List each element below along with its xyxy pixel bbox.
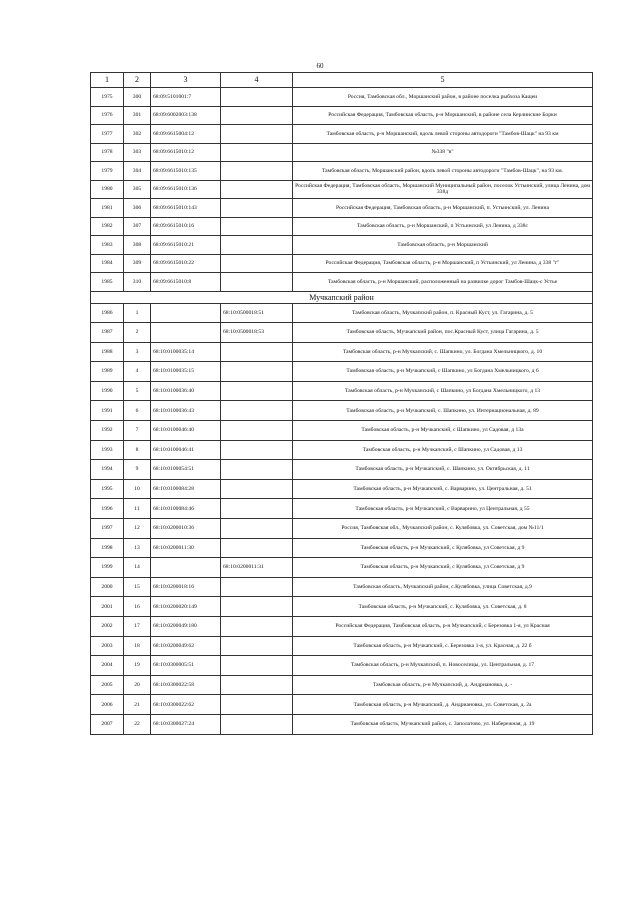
table-row: [91, 88, 593, 107]
local-number-cell: 310: [124, 273, 151, 292]
address-cell: Тамбовская область, р-н Мучкапский, п. Новоселицы, ул. Центральная, д. 17: [293, 656, 593, 676]
local-number-cell: 18: [124, 636, 151, 656]
cadastral-number-alt-cell: 68:10:0500018:53: [221, 323, 293, 343]
cadastral-number-alt-cell: [221, 162, 293, 181]
row-number-cell: 1991: [91, 401, 124, 421]
cadastral-number-alt-cell: 68:10:0200011:31: [221, 558, 293, 578]
local-number-cell: 303: [124, 143, 151, 162]
local-number-cell: 302: [124, 125, 151, 144]
table-row: [91, 273, 593, 292]
address-cell: Тамбовская область, Мучкапский район, с.Кулябовка, улица Советская, д.9: [293, 577, 593, 597]
local-number-cell: 306: [124, 199, 151, 218]
local-number-cell: 304: [124, 162, 151, 181]
row-number-cell: 1996: [91, 499, 124, 519]
address-cell: Российская Федерация, Тамбовская область, р-н Мучкапский, с Березовка 1-я, ул Красная: [293, 617, 593, 637]
cadastral-number-alt-cell: [221, 479, 293, 499]
local-number-cell: 309: [124, 254, 151, 273]
address-cell: Тамбовская область, р-н Мучкапский, с Варварино, ул Центральная, д 55: [293, 499, 593, 519]
cadastral-number-alt-cell: [221, 254, 293, 273]
cadastral-number-alt-cell: [221, 656, 293, 676]
header-cell-1: 1: [91, 73, 124, 88]
cadastral-number-cell: 68:10:0200018:16: [151, 577, 221, 597]
cadastral-number-cell: [151, 323, 221, 343]
local-number-cell: 307: [124, 217, 151, 236]
cadastral-number-cell: 68:10:0300005:51: [151, 656, 221, 676]
row-number-cell: 1985: [91, 273, 124, 292]
address-cell: Тамбовская область, р-н Моршанский, расположенный на развилке дорог Тамбов-Шацк-с Устье: [293, 273, 593, 292]
address-cell: Тамбовская область, р-н Мучкапский, с. Кулябовка, ул. Советская, д. 8: [293, 597, 593, 617]
cadastral-number-cell: 68:10:0100046:40: [151, 421, 221, 441]
cadastral-number-cell: 68:10:0100084:46: [151, 499, 221, 519]
cadastral-number-cell: 68:09:6615010:136: [151, 180, 221, 199]
address-cell: Российская Федерация, Тамбовская область, р-н Моршанский, в районе села Керлинские Борки: [293, 106, 593, 125]
row-number-cell: 2004: [91, 656, 124, 676]
row-number-cell: 2007: [91, 714, 124, 734]
row-number-cell: 1975: [91, 88, 124, 107]
table-row: [91, 460, 593, 480]
local-number-cell: 1: [124, 303, 151, 323]
cadastral-number-alt-cell: [221, 440, 293, 460]
row-number-cell: 1988: [91, 342, 124, 362]
cadastral-number-cell: 68:09:6615010:135: [151, 162, 221, 181]
row-number-cell: 1977: [91, 125, 124, 144]
header-cell-2: 2: [124, 73, 151, 88]
table-row: [91, 381, 593, 401]
row-number-cell: 1999: [91, 558, 124, 578]
row-number-cell: 1994: [91, 460, 124, 480]
address-cell: Тамбовская область, р-н Мучкапский, с Шапкино, ул Садовая, д 13: [293, 440, 593, 460]
table-row: [91, 558, 593, 578]
row-number-cell: 2006: [91, 695, 124, 715]
table-row: [91, 125, 593, 144]
table-row: [91, 362, 593, 382]
cadastral-number-cell: 68:09:6615010:16: [151, 217, 221, 236]
row-number-cell: 1986: [91, 303, 124, 323]
row-number-cell: 1978: [91, 143, 124, 162]
table-row: [91, 440, 593, 460]
address-cell: Россия, Тамбовская обл., Мучкапский район, с. Кулябовка, ул. Советская, дом №11/1: [293, 519, 593, 539]
address-cell: Тамбовская область, р-н Мучкапский, с. Шапкино, ул. Богдана Хмельницкого, д. 10: [293, 342, 593, 362]
address-cell: Тамбовская область, р-н Мучкапский, с Шапкино, ул Садовая, д 13а: [293, 421, 593, 441]
cadastral-number-alt-cell: [221, 617, 293, 637]
cadastral-number-alt-cell: [221, 499, 293, 519]
address-cell: Тамбовская область, р-н Мучкапский, с. Березовка 1-я, ул. Красная, д. 22 б: [293, 636, 593, 656]
local-number-cell: 16: [124, 597, 151, 617]
cadastral-number-cell: 68:09:6615010:22: [151, 254, 221, 273]
address-cell: Российская Федерация, Тамбовская область, р-н Моршанский, п. Устьинский, ул. Ленина: [293, 199, 593, 218]
cadastral-number-cell: 68:09:6615004:12: [151, 125, 221, 144]
cadastral-number-cell: 68:10:0200010:36: [151, 519, 221, 539]
table-row: [91, 597, 593, 617]
table-row: [91, 479, 593, 499]
local-number-cell: 5: [124, 381, 151, 401]
row-number-cell: 1995: [91, 479, 124, 499]
table-row: [91, 499, 593, 519]
cadastral-number-alt-cell: [221, 125, 293, 144]
cadastral-number-alt-cell: 68:10:0500018:51: [221, 303, 293, 323]
cadastral-number-alt-cell: [221, 597, 293, 617]
address-cell: Тамбовская область, р-н Моршанский: [293, 236, 593, 255]
address-cell: Тамбовская область, Мучкапский район, п. Красный Куст, ул. Гагарина, д. 5: [293, 303, 593, 323]
cadastral-number-alt-cell: [221, 273, 293, 292]
cadastral-number-alt-cell: [221, 236, 293, 255]
table-row: [91, 143, 593, 162]
row-number-cell: 2003: [91, 636, 124, 656]
cadastral-number-cell: 68:10:0100046:41: [151, 440, 221, 460]
table-row: [91, 519, 593, 539]
table-row: [91, 617, 593, 637]
cadastral-number-alt-cell: [221, 714, 293, 734]
cadastral-number-alt-cell: [221, 381, 293, 401]
table-row: [91, 217, 593, 236]
table-body: [91, 88, 593, 735]
address-cell: Тамбовская область, р-н Мучкапский, с. Шапкино, ул. Интернациональная, д. 89: [293, 401, 593, 421]
cadastral-number-cell: 68:09:6615010:143: [151, 199, 221, 218]
cadastral-number-cell: 68:09:5101001:7: [151, 88, 221, 107]
cadastral-number-alt-cell: [221, 421, 293, 441]
cadastral-number-alt-cell: [221, 88, 293, 107]
cadastral-number-cell: 68:10:0300022:58: [151, 675, 221, 695]
address-cell: Тамбовская область, р-н Мучкапский, с. Шапкино, ул. Октябрьская, д. 11: [293, 460, 593, 480]
row-number-cell: 1993: [91, 440, 124, 460]
address-cell: Тамбовская область, р-н Мучкапский, д. Андриановка, ул. Советская, д. 2а: [293, 695, 593, 715]
local-number-cell: 3: [124, 342, 151, 362]
cadastral-number-alt-cell: [221, 217, 293, 236]
row-number-cell: 1983: [91, 236, 124, 255]
local-number-cell: 14: [124, 558, 151, 578]
cadastral-number-cell: 68:10:0100036:40: [151, 381, 221, 401]
local-number-cell: 11: [124, 499, 151, 519]
address-cell: Российская Федерация, Тамбовская область, р-н Моршанский, п Устьинский, ул Ленина, д 338 "г": [293, 254, 593, 273]
section-header-row: [91, 291, 593, 303]
address-cell: Тамбовская область, р-н Мучкапский, с Кулябовка, ул Советская, д 9: [293, 558, 593, 578]
row-number-cell: 2005: [91, 675, 124, 695]
cadastral-number-cell: 68:10:0100036:43: [151, 401, 221, 421]
cadastral-number-alt-cell: [221, 636, 293, 656]
cadastral-number-cell: 68:10:0200049:180: [151, 617, 221, 637]
table-row: [91, 538, 593, 558]
cadastral-number-alt-cell: [221, 519, 293, 539]
cadastral-number-cell: 68:10:0100054:51: [151, 460, 221, 480]
cadastral-number-cell: 68:10:0300022:62: [151, 695, 221, 715]
section-title: Мучкапский район: [91, 291, 593, 303]
local-number-cell: 17: [124, 617, 151, 637]
address-cell: Тамбовская область, Моршанский район, вдоль левой стороны автодороги "Тамбов-Шацк", на 93 км.: [293, 162, 593, 181]
cadastral-number-cell: 68:09:6002003:138: [151, 106, 221, 125]
table-row: [91, 254, 593, 273]
table-row: [91, 714, 593, 734]
cadastral-number-cell: 68:09:6615010:21: [151, 236, 221, 255]
address-cell: Тамбовская область, Мучкапский район, с. Заполатово, ул. Набережная, д. 19: [293, 714, 593, 734]
local-number-cell: 20: [124, 675, 151, 695]
cadastral-number-cell: 68:10:0300027:24: [151, 714, 221, 734]
address-cell: Тамбовская область, р-н Мучкапский, с Кулябовка, ул Советская, д 9: [293, 538, 593, 558]
cadastral-number-alt-cell: [221, 695, 293, 715]
cadastral-number-alt-cell: [221, 362, 293, 382]
local-number-cell: 8: [124, 440, 151, 460]
cadastral-number-alt-cell: [221, 199, 293, 218]
cadastral-number-cell: 68:10:0200020:149: [151, 597, 221, 617]
address-cell: Россия, Тамбовская обл., Моршанский район, в районе поселка рыбхоза Кащеи: [293, 88, 593, 107]
local-number-cell: 2: [124, 323, 151, 343]
table-row: [91, 199, 593, 218]
table-row: [91, 675, 593, 695]
row-number-cell: 1979: [91, 162, 124, 181]
registry-table: [90, 72, 593, 735]
table-row: [91, 162, 593, 181]
cadastral-number-cell: 68:10:0100035:14: [151, 342, 221, 362]
local-number-cell: 9: [124, 460, 151, 480]
row-number-cell: 2002: [91, 617, 124, 637]
address-cell: Российская Федерация, Тамбовская область, Моршанский Муниципальный район, поселок Устьинский, улица Ленина, дом 338д: [293, 180, 593, 199]
local-number-cell: 305: [124, 180, 151, 199]
row-number-cell: 1998: [91, 538, 124, 558]
cadastral-number-alt-cell: [221, 180, 293, 199]
local-number-cell: 308: [124, 236, 151, 255]
header-cell-3: 3: [151, 73, 221, 88]
local-number-cell: 301: [124, 106, 151, 125]
table-row: [91, 303, 593, 323]
page-number: 60: [316, 62, 324, 70]
row-number-cell: 1984: [91, 254, 124, 273]
table-row: [91, 421, 593, 441]
local-number-cell: 7: [124, 421, 151, 441]
table-row: [91, 342, 593, 362]
cadastral-number-cell: 68:10:0100035:15: [151, 362, 221, 382]
row-number-cell: 1990: [91, 381, 124, 401]
header-cell-5: 5: [293, 73, 593, 88]
cadastral-number-cell: 68:10:0100084:28: [151, 479, 221, 499]
local-number-cell: 10: [124, 479, 151, 499]
cadastral-number-alt-cell: [221, 577, 293, 597]
row-number-cell: 2001: [91, 597, 124, 617]
table-row: [91, 695, 593, 715]
address-cell: Тамбовская область, Мучкапский район, пос.Красный Куст, улица Гагарина, д. 5: [293, 323, 593, 343]
address-cell: Тамбовская область, р-н Моршанский, вдоль левой стороны автодороги "Тамбов-Шацк" на 93 км: [293, 125, 593, 144]
table-row: [91, 323, 593, 343]
row-number-cell: 1982: [91, 217, 124, 236]
address-cell: №338 "в": [293, 143, 593, 162]
address-cell: Тамбовская область, р-н Мучкапский, с Шапкино, ул Богдана Хмельницкого, д 13: [293, 381, 593, 401]
cadastral-number-alt-cell: [221, 342, 293, 362]
address-cell: Тамбовская область, р-н Мучкапский, с. Варварино, ул. Центральная, д. 51: [293, 479, 593, 499]
table-row: [91, 236, 593, 255]
address-cell: Тамбовская область, р-н Мучкапский, д. Андриановка, д. -: [293, 675, 593, 695]
local-number-cell: 13: [124, 538, 151, 558]
local-number-cell: 12: [124, 519, 151, 539]
cadastral-number-cell: [151, 558, 221, 578]
cadastral-number-alt-cell: [221, 460, 293, 480]
row-number-cell: 1987: [91, 323, 124, 343]
address-cell: Тамбовская область, р-н Моршанский, п Устьинский, ул Ленина, д 338с: [293, 217, 593, 236]
cadastral-number-cell: [151, 303, 221, 323]
row-number-cell: 1992: [91, 421, 124, 441]
cadastral-number-alt-cell: [221, 401, 293, 421]
local-number-cell: 19: [124, 656, 151, 676]
cadastral-number-cell: 68:10:0200049:62: [151, 636, 221, 656]
cadastral-number-alt-cell: [221, 538, 293, 558]
local-number-cell: 4: [124, 362, 151, 382]
local-number-cell: 15: [124, 577, 151, 597]
cadastral-number-alt-cell: [221, 106, 293, 125]
local-number-cell: 21: [124, 695, 151, 715]
row-number-cell: 1980: [91, 180, 124, 199]
table-row: [91, 106, 593, 125]
row-number-cell: 1989: [91, 362, 124, 382]
header-row: [91, 73, 593, 88]
row-number-cell: 1976: [91, 106, 124, 125]
table-row: [91, 577, 593, 597]
cadastral-number-cell: 68:09:6615010:8: [151, 273, 221, 292]
local-number-cell: 22: [124, 714, 151, 734]
cadastral-number-cell: 68:10:0200011:30: [151, 538, 221, 558]
row-number-cell: 1997: [91, 519, 124, 539]
cadastral-number-cell: 68:09:6615010:12: [151, 143, 221, 162]
row-number-cell: 2000: [91, 577, 124, 597]
table-row: [91, 180, 593, 199]
cadastral-number-alt-cell: [221, 143, 293, 162]
local-number-cell: 300: [124, 88, 151, 107]
row-number-cell: 1981: [91, 199, 124, 218]
table-row: [91, 401, 593, 421]
header-cell-4: 4: [221, 73, 293, 88]
local-number-cell: 6: [124, 401, 151, 421]
table-row: [91, 656, 593, 676]
address-cell: Тамбовская область, р-н Мучкапский, с Шапкино, ул Богдана Хмельницкого, д 6: [293, 362, 593, 382]
table-row: [91, 636, 593, 656]
cadastral-number-alt-cell: [221, 675, 293, 695]
